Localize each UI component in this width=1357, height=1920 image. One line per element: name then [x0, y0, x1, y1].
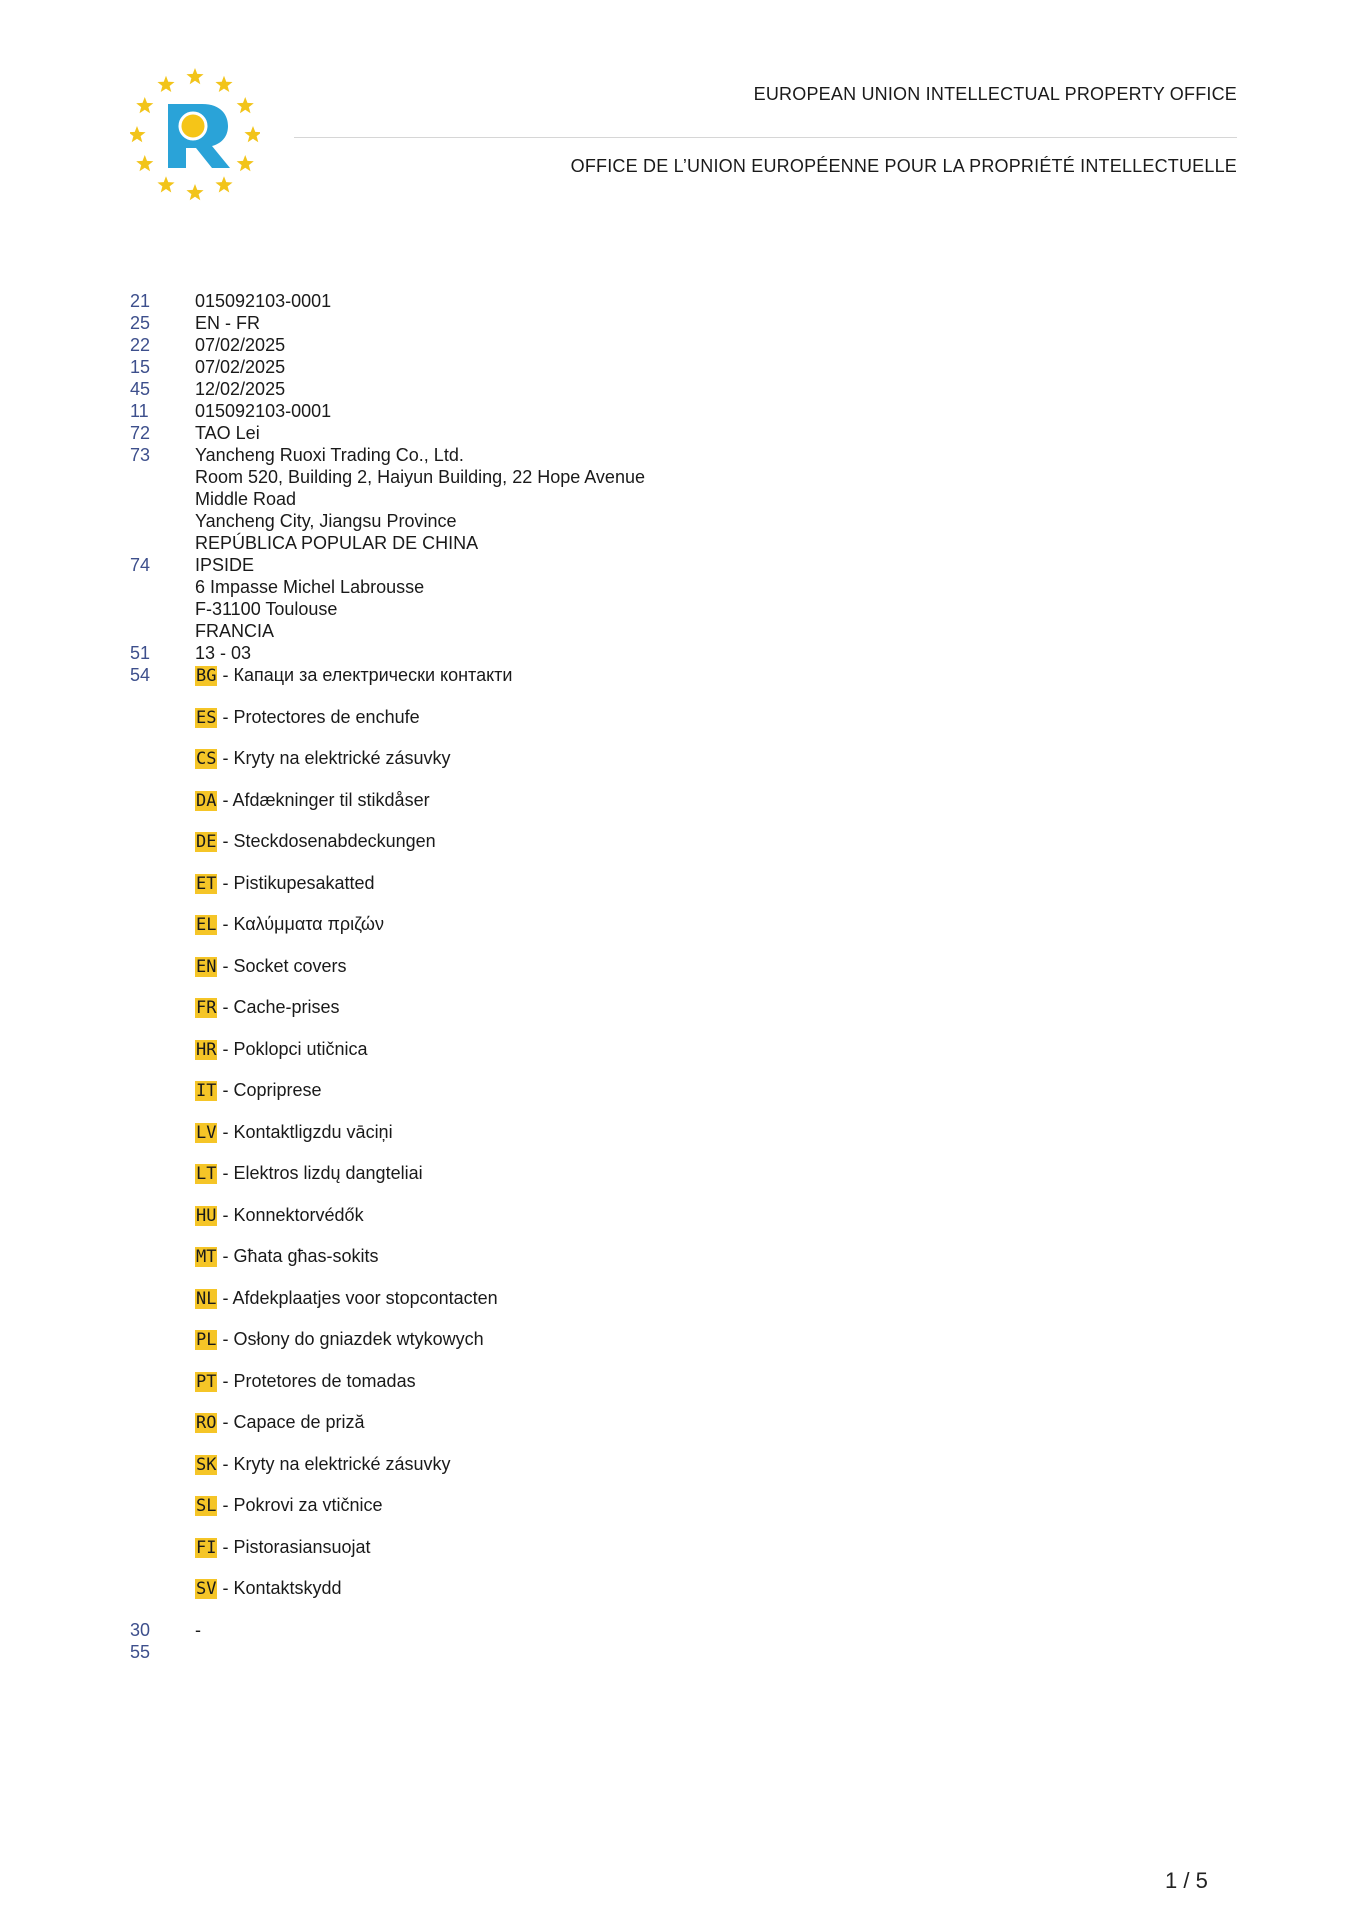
field-value-line: 07/02/2025: [195, 335, 286, 355]
field-row: [0, 400, 1357, 422]
field-row: [0, 356, 1357, 378]
star-icon: [130, 126, 146, 142]
field-value: [195, 378, 1357, 400]
product-indication: [195, 1411, 1357, 1453]
star-icon: [237, 97, 254, 113]
language-code-badge: EL: [196, 915, 217, 935]
yellow-disc-icon: [180, 113, 206, 139]
product-text: - Afdækninger til stikdåser: [217, 789, 430, 810]
language-code-badge: HR: [196, 1039, 217, 1060]
product-text: - Capace de priză: [217, 1412, 365, 1432]
language-code-badge: SV: [196, 1579, 217, 1599]
field-value: [195, 334, 1357, 356]
field-row: [0, 290, 1357, 312]
field-value-line: 12/02/2025: [195, 379, 286, 399]
language-code-badge: BG: [196, 666, 217, 686]
language-code-badge: FR: [196, 998, 217, 1018]
header-divider: [294, 137, 1237, 138]
language-code-badge: DA: [196, 790, 217, 811]
language-code-badge: RO: [196, 1413, 217, 1433]
field-row: [0, 312, 1357, 334]
field-value: [195, 290, 1357, 312]
product-indication: [195, 872, 1357, 914]
product-indication: [195, 747, 1357, 789]
field-value-line: TAO Lei: [195, 423, 260, 443]
product-text: - Kontaktligzdu vāciņi: [217, 1121, 393, 1142]
euipo-logo: [130, 68, 260, 203]
field-value: [195, 554, 1357, 642]
product-indication: [195, 1536, 1357, 1578]
field-row: [0, 642, 1357, 664]
product-indication: [195, 664, 1357, 706]
product-indication: [195, 1494, 1357, 1536]
product-text: - Protetores de tomadas: [217, 1370, 416, 1391]
field-value-line: Room 520, Building 2, Haiyun Building, 22 Hope Avenue: [195, 467, 645, 487]
language-code-badge: LV: [196, 1122, 217, 1143]
field-row: [0, 1619, 1357, 1641]
field-value-line: -: [195, 1619, 201, 1640]
product-text: - Poklopci utičnica: [217, 1038, 368, 1059]
product-text: - Copriprese: [217, 1080, 322, 1100]
product-text: - Osłony do gniazdek wtykowych: [217, 1329, 484, 1349]
product-indication: [195, 1370, 1357, 1412]
language-code-badge: SK: [196, 1454, 217, 1475]
product-indication: [195, 1079, 1357, 1121]
field-value-line: 13 - 03: [195, 643, 252, 663]
product-text: - Pistorasiansuojat: [217, 1536, 371, 1557]
field-row: [0, 444, 1357, 554]
office-name-fr: OFFICE DE L’UNION EUROPÉENNE POUR LA PROPRIÉTÉ INTELLECTUELLE: [570, 156, 1237, 176]
star-icon: [136, 97, 153, 113]
inid-code: 72: [130, 423, 151, 443]
inid-code: 51: [130, 643, 151, 663]
language-code-badge: PT: [196, 1371, 217, 1392]
field-value-line: 07/02/2025: [195, 357, 286, 377]
office-name-en: EUROPEAN UNION INTELLECTUAL PROPERTY OFFICE: [753, 84, 1237, 104]
field-value: [195, 1641, 1357, 1663]
inid-code: 74: [130, 555, 151, 575]
language-code-badge: HU: [196, 1205, 217, 1226]
language-code-badge: NL: [196, 1288, 217, 1309]
product-text: - Għata għas-sokits: [217, 1246, 379, 1266]
language-code-badge: SL: [196, 1496, 217, 1516]
field-value-line: Yancheng Ruoxi Trading Co., Ltd.: [195, 445, 464, 465]
language-code-badge: MT: [196, 1247, 217, 1267]
product-indication: [195, 1038, 1357, 1080]
product-indication: [195, 1245, 1357, 1287]
product-indication: [195, 1162, 1357, 1204]
field-row: [0, 554, 1357, 642]
field-value-line: Middle Road: [195, 489, 297, 509]
language-code-badge: PL: [196, 1330, 217, 1350]
star-icon: [215, 76, 232, 92]
product-text: - Kryty na elektrické zásuvky: [217, 1453, 451, 1474]
field-row: [0, 334, 1357, 356]
star-icon: [136, 155, 153, 171]
product-text: - Konnektorvédők: [217, 1204, 364, 1225]
language-code-badge: ES: [196, 707, 217, 728]
field-value: [195, 356, 1357, 378]
field-value: [195, 400, 1357, 422]
product-indication: [195, 1453, 1357, 1495]
inid-code: 73: [130, 445, 151, 465]
star-icon: [215, 176, 232, 192]
product-text: - Pistikupesakatted: [217, 872, 375, 893]
language-code-badge: DE: [196, 832, 217, 852]
field-value-line: IPSIDE: [195, 555, 255, 575]
star-icon: [157, 176, 174, 192]
field-value: [195, 444, 1357, 554]
language-code-badge: IT: [196, 1081, 217, 1101]
field-value: [195, 642, 1357, 664]
product-indication: [195, 1328, 1357, 1370]
field-value: [195, 422, 1357, 444]
inid-code: 21: [130, 291, 151, 311]
product-text: - Pokrovi za vtičnice: [217, 1495, 383, 1515]
language-code-badge: EN: [196, 956, 217, 977]
product-indication: [195, 1121, 1357, 1163]
field-value-line: REPÚBLICA POPULAR DE CHINA: [195, 533, 479, 553]
star-icon: [186, 184, 203, 200]
field-value-line: [195, 1641, 1357, 1663]
product-text: - Капаци за електрически контакти: [217, 665, 513, 685]
product-indication: [195, 830, 1357, 872]
inid-code: 55: [130, 1641, 151, 1662]
product-indication: [195, 1287, 1357, 1329]
product-indication: [195, 706, 1357, 748]
star-icon: [186, 68, 203, 84]
field-value: [195, 312, 1357, 334]
field-value-line: 015092103-0001: [195, 291, 332, 311]
product-text: - Kontaktskydd: [217, 1578, 342, 1598]
field-value-line: F-31100 Toulouse: [195, 599, 338, 619]
design-record: [0, 290, 1357, 1663]
product-text: - Elektros lizdų dangteliai: [217, 1163, 423, 1183]
field-value-line: Yancheng City, Jiangsu Province: [195, 511, 457, 531]
inid-code: 30: [130, 1619, 151, 1640]
field-value-line: 015092103-0001: [195, 401, 332, 421]
field-row: [0, 378, 1357, 400]
language-code-badge: ET: [196, 873, 217, 894]
product-indication: [195, 955, 1357, 997]
language-code-badge: CS: [196, 749, 217, 769]
field-row: [0, 1641, 1357, 1663]
product-indication: [195, 1577, 1357, 1619]
inid-code: 11: [130, 401, 149, 421]
field-row: [0, 422, 1357, 444]
product-text: - Steckdosenabdeckungen: [217, 831, 436, 851]
product-text: - Socket covers: [217, 955, 347, 976]
inid-code: 22: [130, 335, 151, 355]
star-icon: [244, 126, 260, 142]
product-text: - Kryty na elektrické zásuvky: [217, 748, 451, 768]
field-value-line: FRANCIA: [195, 621, 275, 641]
star-icon: [237, 155, 254, 171]
product-text: - Afdekplaatjes voor stopcontacten: [217, 1287, 498, 1308]
page-number: 1 / 5: [1165, 1868, 1208, 1893]
inid-code: 15: [130, 357, 151, 377]
product-list: [195, 664, 1357, 1619]
product-indication: [195, 996, 1357, 1038]
products-row: [0, 664, 1357, 1619]
field-value-line: EN - FR: [195, 313, 260, 333]
inid-code: 54: [130, 665, 151, 685]
product-text: - Καλύμματα πριζών: [217, 914, 384, 934]
product-text: - Cache-prises: [217, 997, 340, 1017]
field-value-line: 6 Impasse Michel Labrousse: [195, 577, 425, 597]
product-text: - Protectores de enchufe: [217, 706, 420, 727]
product-indication: [195, 913, 1357, 955]
inid-code: 45: [130, 379, 151, 399]
inid-code: 25: [130, 313, 151, 333]
product-indication: [195, 789, 1357, 831]
language-code-badge: FI: [196, 1537, 217, 1558]
product-indication: [195, 1204, 1357, 1246]
language-code-badge: LT: [196, 1164, 217, 1184]
field-value: [195, 1619, 1357, 1641]
star-icon: [157, 76, 174, 92]
